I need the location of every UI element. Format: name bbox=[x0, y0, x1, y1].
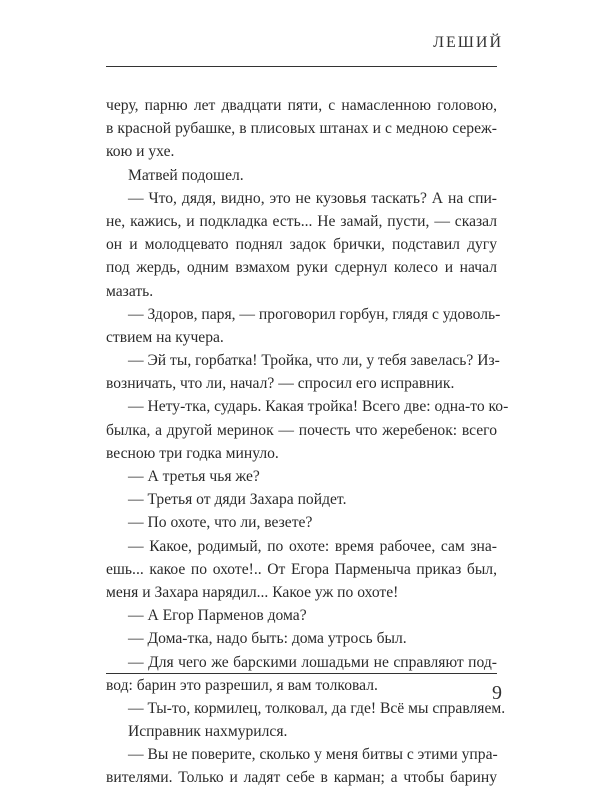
running-header-title: ЛЕШИЙ bbox=[433, 34, 503, 51]
text-line: былка, а другой меринок — почесть что жеребенок: всего bbox=[106, 421, 497, 439]
text-line: — Нету-тка, сударь. Какая тройка! Всего две: одна-то ко- bbox=[128, 398, 509, 416]
text-line: — По охоте, что ли, везете? bbox=[128, 514, 313, 532]
text-line: ствием на кучера. bbox=[106, 328, 224, 346]
text-line: вителями. Только и ладят себе в карман; а чтобы барину bbox=[106, 769, 497, 787]
text-line: — Вы не поверите, сколько у меня битвы с этими упра- bbox=[128, 746, 498, 764]
text-line: — Третья от дяди Захара пойдет. bbox=[128, 491, 347, 509]
text-line: кою и ухе. bbox=[106, 143, 175, 161]
text-line: черу, парню лет двадцати пяти, с намасленною головою, bbox=[106, 97, 497, 114]
text-line: меня и Захара нарядил... Какое уж по охоте! bbox=[106, 583, 399, 601]
text-line: — Для чего же барскими лошадьми не справляют под- bbox=[128, 653, 497, 671]
text-line: Исправник нахмурился. bbox=[128, 723, 288, 741]
text-line: возничать, что ли, начал? — спросил его исправник. bbox=[106, 375, 455, 393]
text-line: ешь... какое по охоте!.. От Егора Парменыча приказ был, bbox=[106, 560, 497, 578]
text-line: — А Егор Парменов дома? bbox=[128, 607, 307, 625]
text-line: — Какое, родимый, по охоте: время рабочее, сам зна- bbox=[128, 537, 497, 555]
text-line: весною три годка минуло. bbox=[106, 444, 279, 462]
text-line: в красной рубашке, в плисовых штанах и с медною сереж- bbox=[106, 120, 497, 138]
footer-rule bbox=[106, 673, 497, 674]
body-text bbox=[106, 94, 509, 790]
text-line: он и молодцевато поднял задок брички, подставил дугу bbox=[106, 236, 497, 254]
text-line: вод: барин это разрешил, я вам толковал. bbox=[106, 676, 378, 694]
text-line: Матвей подошел. bbox=[128, 166, 244, 184]
page-number: 9 bbox=[492, 682, 502, 704]
header-rule bbox=[106, 66, 497, 67]
text-line: — Эй ты, горбатка! Тройка, что ли, у тебя завелась? Из- bbox=[128, 352, 500, 370]
text-line: — Здоров, паря, — проговорил горбун, глядя с удоволь- bbox=[128, 305, 501, 323]
text-line: не, кажись, и подкладка есть... Не замай, пусти, — сказал bbox=[106, 212, 497, 230]
text-line: — Ты-то, кормилец, толковал, да где! Всё мы справляем. bbox=[128, 699, 506, 717]
text-line: мазать. bbox=[106, 282, 154, 300]
text-line: — Что, дядя, видно, это не кузовья таскать? А на спи- bbox=[128, 189, 497, 207]
text-line: под жердь, одним взмахом руки сдернул колесо и начал bbox=[106, 259, 497, 277]
text-line: — Дома-тка, надо быть: дома утрось был. bbox=[128, 630, 407, 648]
text-line: — А третья чья же? bbox=[128, 468, 260, 485]
